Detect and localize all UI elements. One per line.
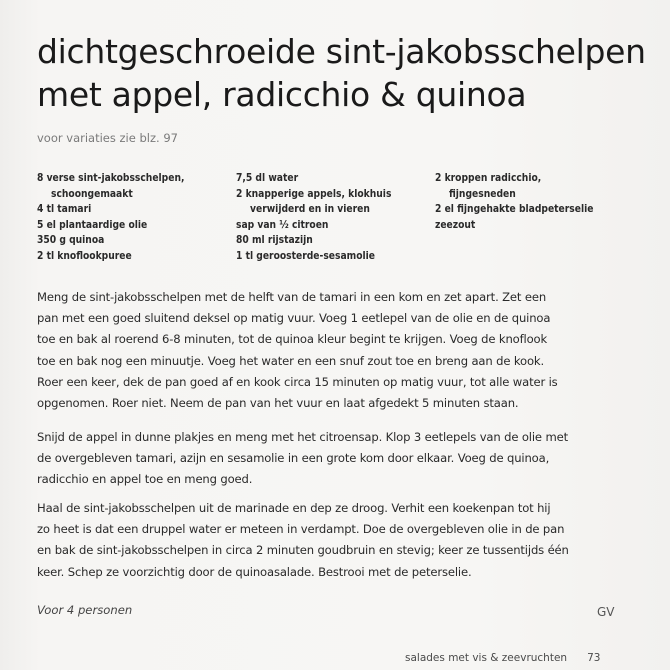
author-initials: GV	[597, 605, 615, 619]
servings-note: Voor 4 personen	[37, 603, 133, 617]
ingredient-continuation: fijngesneden	[449, 188, 516, 200]
ingredient-item: 7,5 dl water	[236, 173, 299, 184]
ingredient-item: 2 el fijngehakte bladpeterselie	[435, 204, 594, 216]
ingredient-continuation: schoongemaakt	[51, 188, 133, 200]
ingredients-column-3	[435, 171, 593, 233]
ingredient-item: zeezout	[435, 219, 476, 231]
method-line: opgenomen. Roer niet. Neem de pan van het vuur en laat afgedekt 5 minuten staan.	[37, 396, 519, 411]
ingredient-item: 350 g quinoa	[37, 235, 105, 247]
method-line: keer. Schep ze voorzichtig door de quinoasalade. Bestrooi met de peterselie.	[37, 564, 472, 579]
method-line: Roer een keer, dek de pan goed af en kook circa 15 minuten op matig vuur, tot alle water is	[37, 374, 558, 389]
method-line: zo heet is dat een druppel water er meteen in verdampt. Doe de overgebleven olie in de pan	[37, 522, 565, 537]
ingredient-item	[236, 187, 391, 218]
ingredient-item	[435, 171, 593, 202]
ingredients-column-2	[236, 171, 391, 265]
method-line: Haal de sint-jakobsschelpen uit de marinade en dep ze droog. Verhit een koekenpan tot hij	[37, 501, 551, 515]
method-line: radicchio en appel toe en meng goed.	[37, 472, 253, 487]
recipe-title-line-1: dichtgeschroeide sint-jakobsschelpen	[37, 32, 646, 71]
page-number: 73	[587, 652, 601, 664]
ingredient-text: 2 kroppen radicchio,	[435, 173, 542, 184]
ingredient-item: 5 el plantaardige olie	[37, 219, 148, 231]
method-line: toe en bak al roerend 6-8 minuten, tot de quinoa kleur begint te krijgen. Voeg de knoflook	[37, 332, 548, 347]
ingredient-item	[37, 171, 184, 202]
page-footer	[405, 652, 600, 664]
ingredient-text: 8 verse sint-jakobsschelpen,	[37, 173, 185, 184]
ingredient-text: 2 knapperige appels, klokhuis	[236, 188, 392, 200]
ingredient-item: 1 tl geroosterde-sesamolie	[236, 250, 375, 262]
ingredient-continuation: verwijderd en in vieren	[250, 204, 370, 216]
ingredients-column-1	[37, 171, 184, 265]
method-line: Snijd de appel in dunne plakjes en meng met het citroensap. Klop 3 eetlepels van de olie met	[37, 430, 568, 444]
recipe-title	[37, 30, 646, 116]
method-line: toe en bak nog een minuutje. Voeg het water en een snuf zout toe en breng aan de kook.	[37, 353, 544, 368]
method-paragraph-2	[37, 427, 637, 491]
method-line: en bak de sint-jakobsschelpen in circa 2 minuten goudbruin en stevig; keer ze tussentijds één	[37, 543, 569, 558]
method-paragraph-1	[37, 287, 637, 414]
method-paragraph-3	[37, 498, 637, 583]
variation-note: voor variaties zie blz. 97	[37, 131, 178, 145]
ingredient-item: 2 tl knoflookpuree	[37, 250, 132, 262]
recipe-title-line-2: met appel, radicchio & quinoa	[37, 75, 527, 114]
method-line: de overgebleven tamari, azijn en sesamolie in een grote kom door elkaar. Voeg de quinoa,	[37, 451, 550, 466]
footer-section-title: salades met vis & zeevruchten	[405, 652, 568, 664]
ingredient-item: sap van ½ citroen	[236, 219, 329, 231]
method-line: pan met een goed sluitend deksel op matig vuur. Voeg 1 eetlepel van de olie en de quinoa	[37, 311, 551, 326]
ingredient-item: 80 ml rijstazijn	[236, 235, 313, 247]
method-line: Meng de sint-jakobsschelpen met de helft van de tamari in een kom en zet apart. Zet een	[37, 290, 547, 304]
ingredient-item: 4 tl tamari	[37, 204, 92, 216]
